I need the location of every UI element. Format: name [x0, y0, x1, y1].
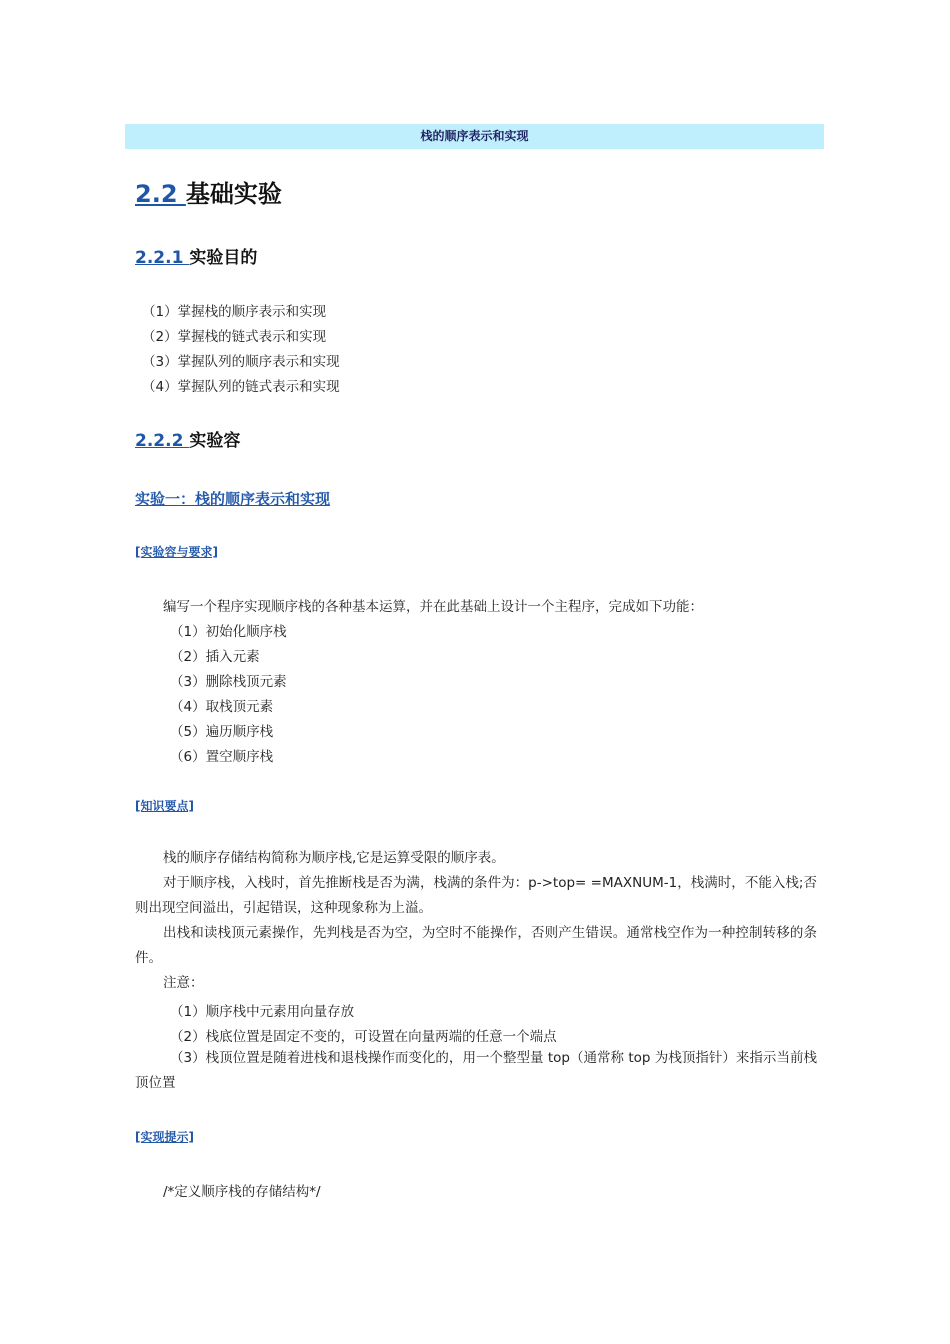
section-number[interactable]: 2.2	[135, 180, 186, 208]
requirement-item: （6）置空顺序栈	[170, 749, 274, 765]
objective-item: （3）掌握队列的顺序表示和实现	[142, 354, 340, 370]
requirement-item: （3）删除栈顶元素	[170, 674, 287, 690]
page-header-title: 栈的顺序表示和实现	[125, 124, 824, 149]
subsection-number[interactable]: 2.2.2	[135, 431, 190, 451]
knowledge-paragraph: 对于顺序栈，入栈时，首先推断栈是否为满，栈满的条件为：p->top= =MAXNUM-1，栈满时，不能入栈;否则出现空间溢出，引起错误，这种现象称为上溢。	[135, 875, 817, 916]
objective-item: （1）掌握栈的顺序表示和实现	[142, 304, 327, 320]
requirement-item: （2）插入元素	[170, 649, 260, 665]
subsection-number[interactable]: 2.2.1	[135, 248, 190, 268]
subsection-title: 实验目的	[189, 248, 258, 268]
requirements-intro: 编写一个程序实现顺序栈的各种基本运算，并在此基础上设计一个主程序，完成如下功能：	[163, 599, 703, 615]
section-title: 基础实验	[185, 180, 282, 208]
objective-item: （2）掌握栈的链式表示和实现	[142, 329, 327, 345]
requirement-item: （1）初始化顺序栈	[170, 624, 287, 640]
note-item: （3）栈顶位置是随着进栈和退栈操作而变化的，用一个整型量 top（通常称 top 为栈顶指针）来指示当前栈顶位置	[135, 1050, 817, 1091]
knowledge-paragraph: 栈的顺序存储结构简称为顺序栈,它是运算受限的顺序表。	[163, 850, 505, 866]
hint-heading-link[interactable]: [实现提示]	[135, 1130, 194, 1144]
note-label: 注意：	[163, 975, 204, 991]
subsection-heading-content	[135, 426, 240, 451]
section-heading	[135, 174, 282, 209]
requirements-heading-link[interactable]: [实验容与要求]	[135, 545, 218, 559]
requirement-item: （4）取栈顶元素	[170, 699, 274, 715]
code-comment: /*定义顺序栈的存储结构*/	[163, 1184, 321, 1200]
subsection-heading-objectives	[135, 243, 257, 268]
knowledge-heading-link[interactable]: [知识要点]	[135, 799, 194, 813]
requirement-item: （5）遍历顺序栈	[170, 724, 274, 740]
note-item: （1）顺序栈中元素用向量存放	[170, 1004, 355, 1020]
experiment-title-link[interactable]: 实验一：栈的顺序表示和实现	[135, 490, 331, 508]
note-item: （2）栈底位置是固定不变的，可设置在向量两端的任意一个端点	[170, 1029, 557, 1045]
knowledge-paragraph: 出栈和读栈顶元素操作，先判栈是否为空，为空时不能操作，否则产生错误。通常栈空作为一种控制转移的条件。	[135, 925, 817, 966]
subsection-title: 实验容	[189, 431, 241, 451]
objective-item: （4）掌握队列的链式表示和实现	[142, 379, 340, 395]
